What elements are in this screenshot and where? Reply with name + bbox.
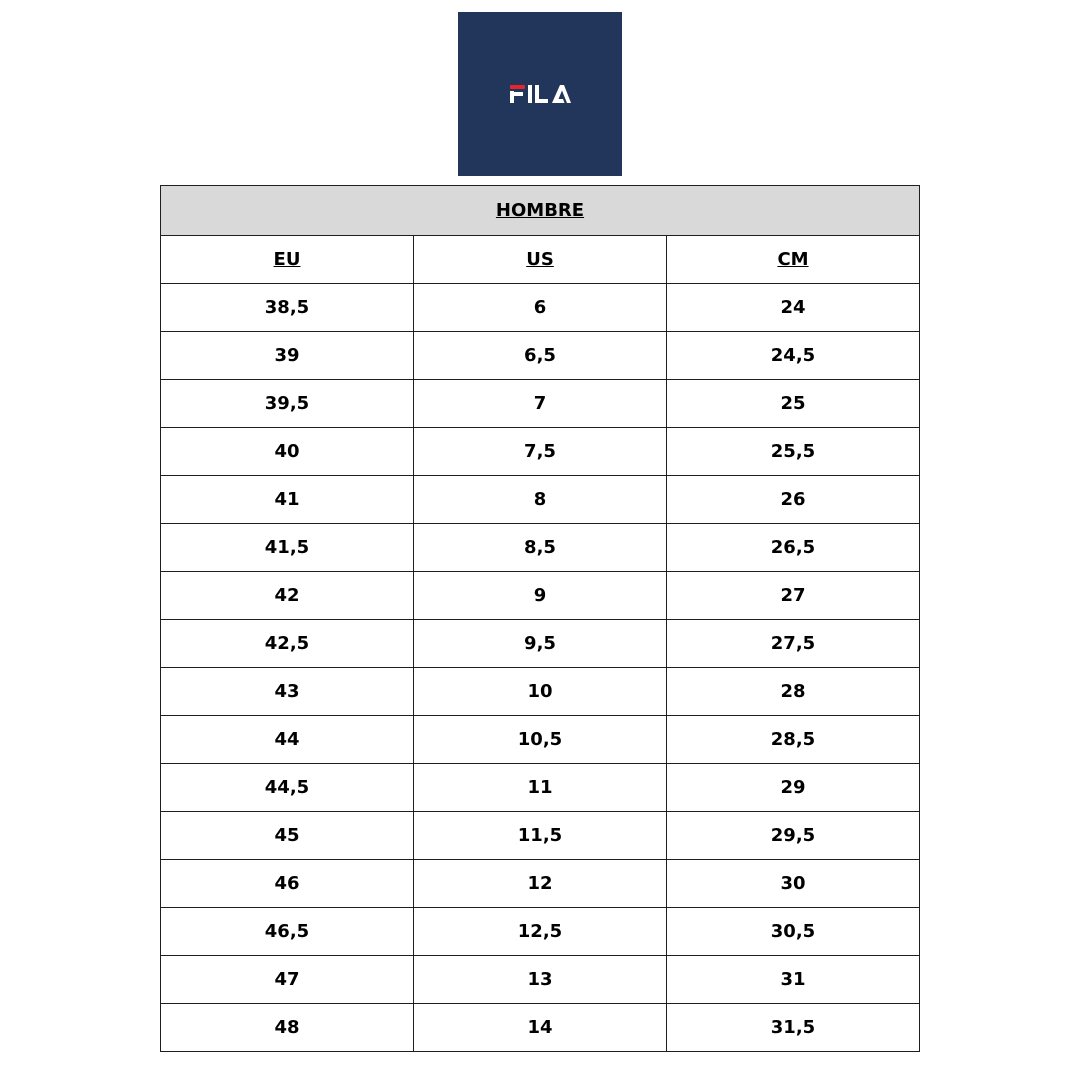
column-header-eu: EU [161, 236, 414, 284]
size-cell-eu: 47 [161, 956, 414, 1004]
table-row [161, 908, 920, 956]
size-cell-cm: 25 [667, 380, 920, 428]
size-cell-cm: 29,5 [667, 812, 920, 860]
size-cell-cm: 27 [667, 572, 920, 620]
size-cell-us: 13 [414, 956, 667, 1004]
table-row [161, 668, 920, 716]
fila-logo [458, 12, 622, 176]
size-cell-cm: 28,5 [667, 716, 920, 764]
table-row [161, 764, 920, 812]
size-cell-eu: 42 [161, 572, 414, 620]
size-cell-us: 7,5 [414, 428, 667, 476]
size-cell-eu: 39 [161, 332, 414, 380]
size-cell-eu: 46,5 [161, 908, 414, 956]
size-cell-us: 6,5 [414, 332, 667, 380]
column-header-cm: CM [667, 236, 920, 284]
table-row [161, 812, 920, 860]
table-row [161, 284, 920, 332]
size-cell-us: 10 [414, 668, 667, 716]
size-cell-us: 11,5 [414, 812, 667, 860]
table-row [161, 524, 920, 572]
size-cell-cm: 27,5 [667, 620, 920, 668]
size-cell-cm: 31 [667, 956, 920, 1004]
size-cell-eu: 42,5 [161, 620, 414, 668]
size-cell-cm: 28 [667, 668, 920, 716]
size-cell-us: 8 [414, 476, 667, 524]
table-row [161, 476, 920, 524]
size-cell-us: 8,5 [414, 524, 667, 572]
table-row [161, 380, 920, 428]
size-cell-eu: 41 [161, 476, 414, 524]
size-cell-eu: 48 [161, 1004, 414, 1052]
table-row [161, 428, 920, 476]
size-cell-cm: 30 [667, 860, 920, 908]
size-cell-cm: 25,5 [667, 428, 920, 476]
table-row [161, 716, 920, 764]
size-cell-eu: 44 [161, 716, 414, 764]
size-cell-cm: 31,5 [667, 1004, 920, 1052]
size-cell-cm: 29 [667, 764, 920, 812]
size-cell-us: 14 [414, 1004, 667, 1052]
size-cell-us: 10,5 [414, 716, 667, 764]
size-cell-us: 12,5 [414, 908, 667, 956]
size-cell-cm: 24,5 [667, 332, 920, 380]
column-header-us: US [414, 236, 667, 284]
size-cell-cm: 30,5 [667, 908, 920, 956]
table-row [161, 860, 920, 908]
size-cell-eu: 44,5 [161, 764, 414, 812]
size-cell-us: 11 [414, 764, 667, 812]
size-cell-eu: 38,5 [161, 284, 414, 332]
table-title-row [161, 186, 920, 236]
table-row [161, 956, 920, 1004]
size-cell-cm: 24 [667, 284, 920, 332]
size-cell-us: 7 [414, 380, 667, 428]
size-cell-us: 9 [414, 572, 667, 620]
size-cell-cm: 26,5 [667, 524, 920, 572]
size-cell-us: 9,5 [414, 620, 667, 668]
table-row [161, 572, 920, 620]
size-cell-eu: 43 [161, 668, 414, 716]
size-cell-eu: 45 [161, 812, 414, 860]
size-cell-eu: 39,5 [161, 380, 414, 428]
table-row [161, 1004, 920, 1052]
table-row [161, 332, 920, 380]
size-chart-table [160, 185, 920, 1052]
size-cell-eu: 40 [161, 428, 414, 476]
size-cell-cm: 26 [667, 476, 920, 524]
size-cell-us: 12 [414, 860, 667, 908]
size-cell-us: 6 [414, 284, 667, 332]
fila-wordmark [508, 83, 572, 105]
table-title: HOMBRE [161, 186, 920, 236]
column-header-row [161, 236, 920, 284]
size-cell-eu: 46 [161, 860, 414, 908]
size-cell-eu: 41,5 [161, 524, 414, 572]
table-row [161, 620, 920, 668]
